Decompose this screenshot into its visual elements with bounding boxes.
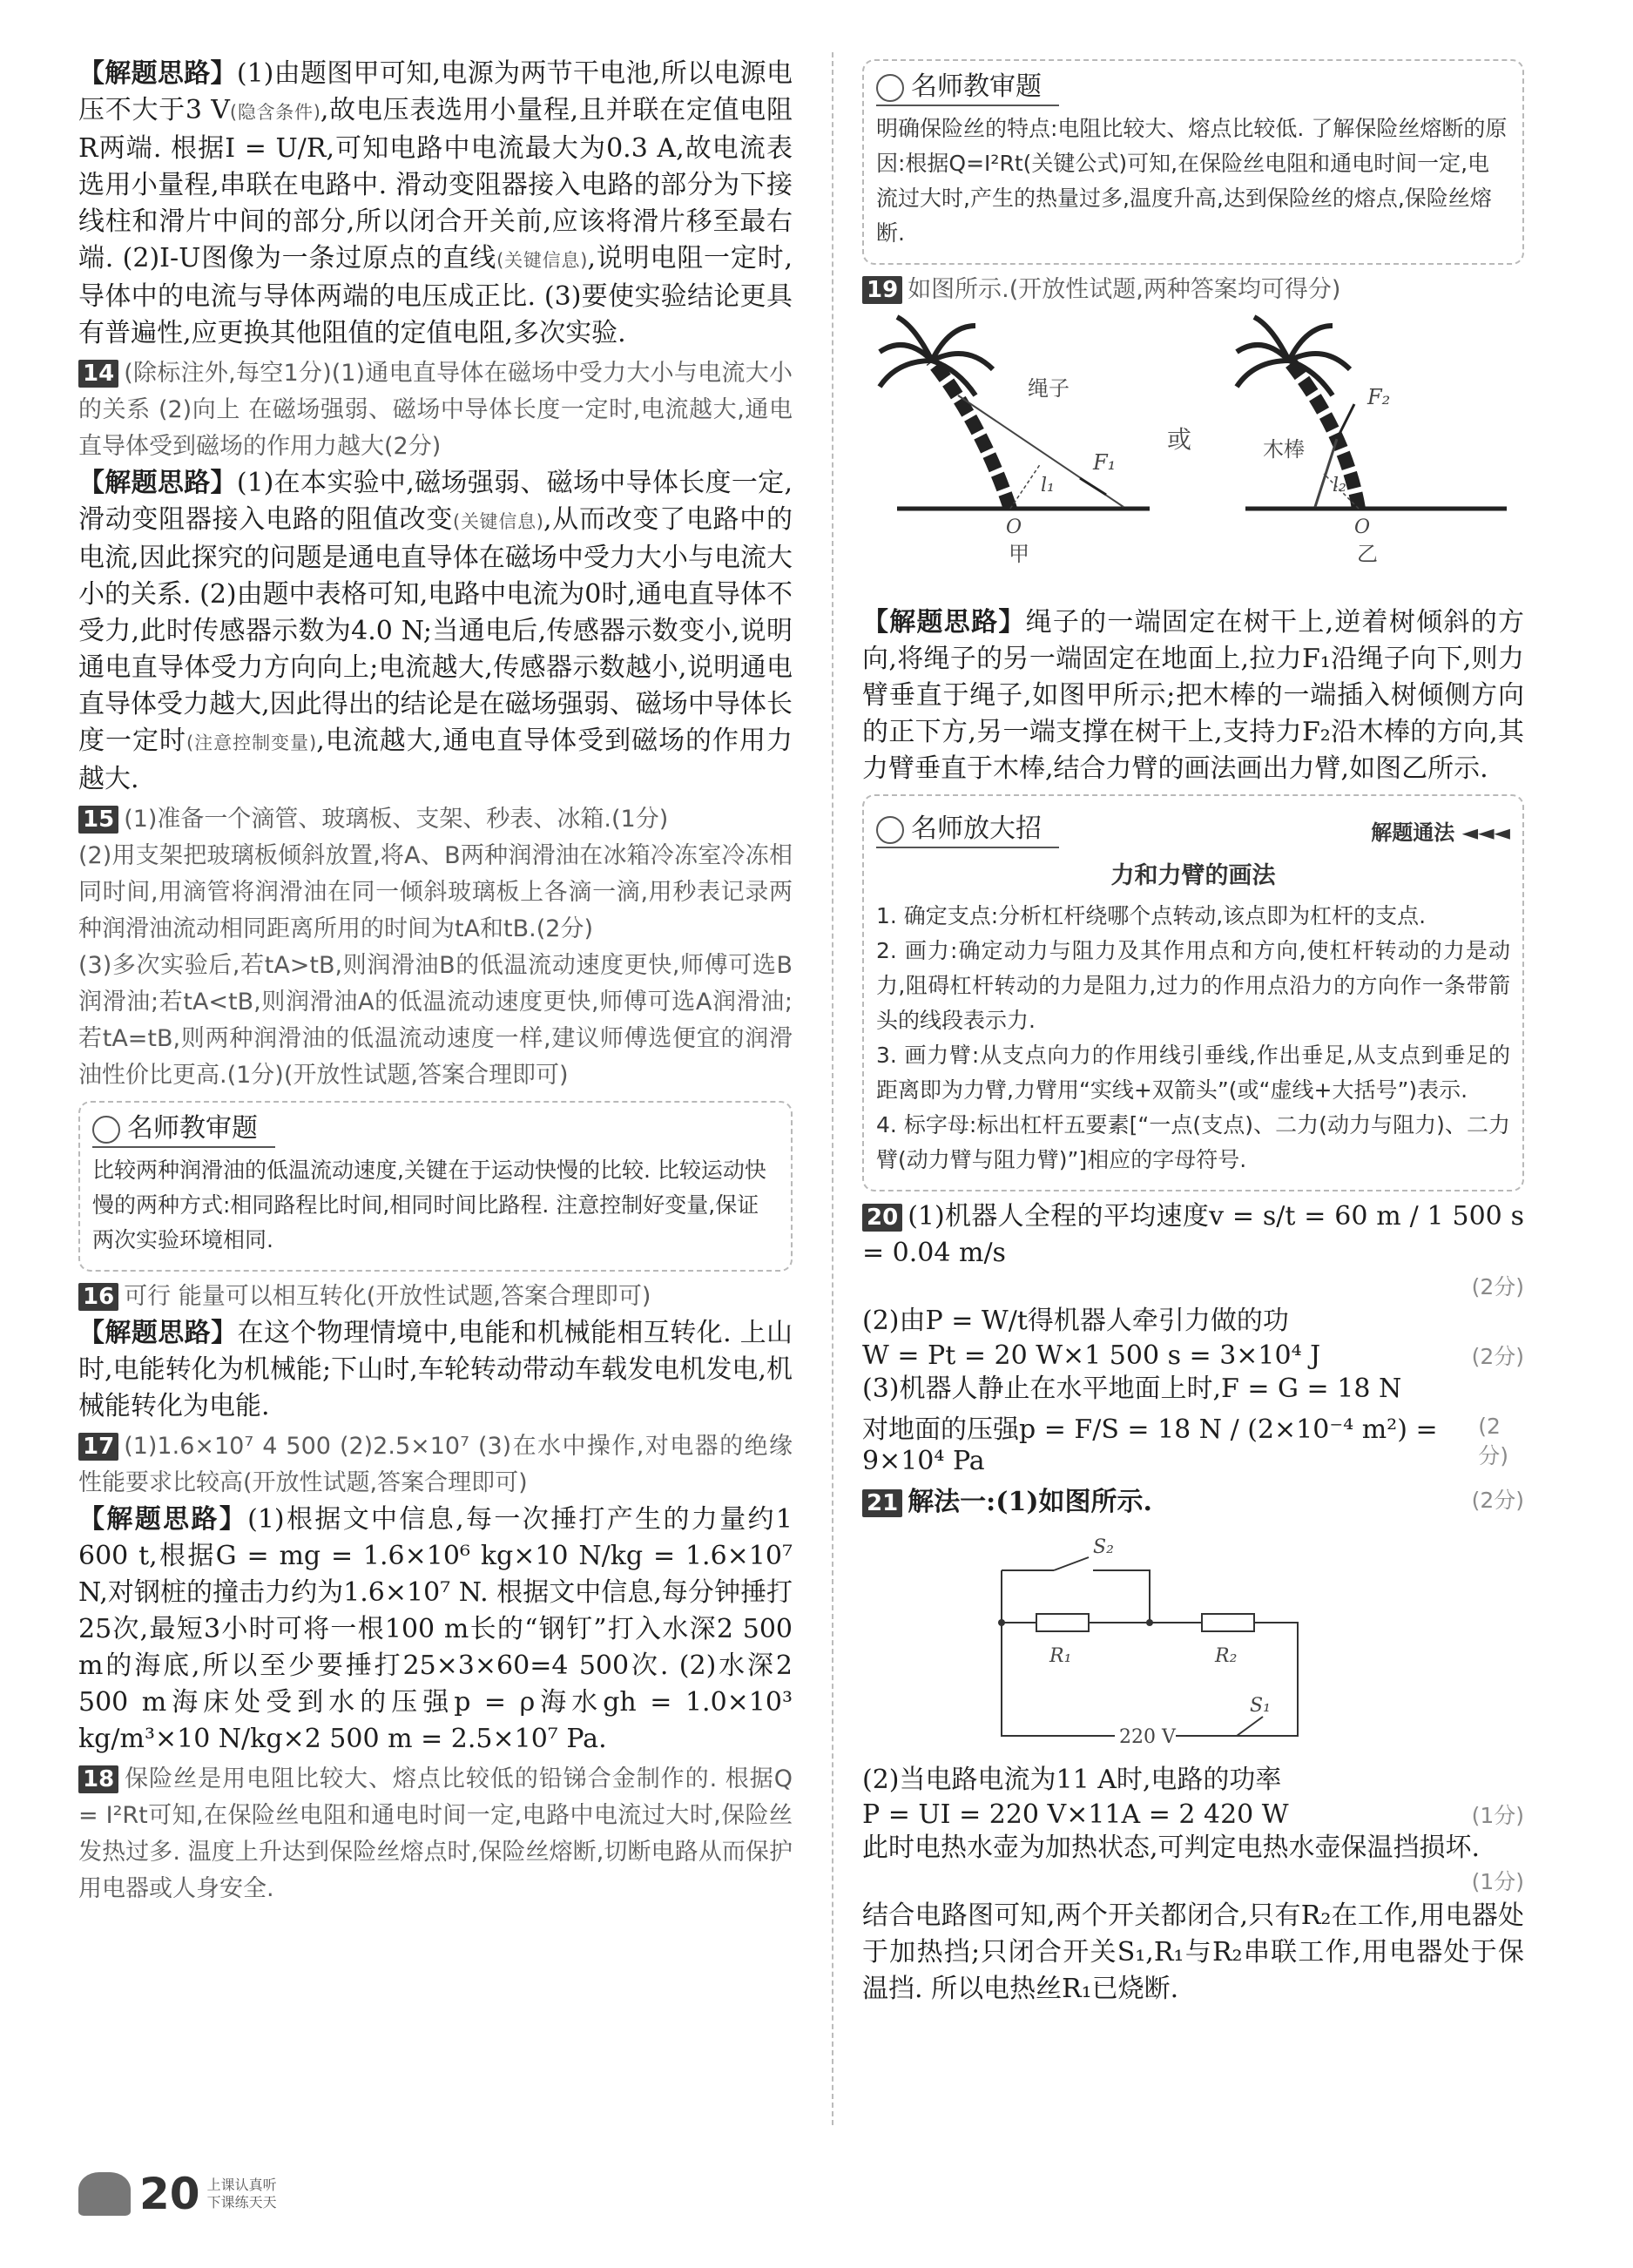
method-item: 2. 画力:确定动力与阻力及其作用点和方向,使杠杆转动的力是动力,阻碍杠杆转动的力是阻力,过力的作用点沿力的方向作一条带箭头的线段表示力. bbox=[876, 938, 1510, 1033]
teacher-icon bbox=[876, 816, 904, 844]
label-r2: R₂ bbox=[1215, 1645, 1238, 1667]
question-number: 21 bbox=[862, 1489, 902, 1517]
junction-node bbox=[1146, 1619, 1153, 1626]
force-arrow-f1 bbox=[1080, 478, 1106, 495]
palm-leaves-a bbox=[880, 317, 993, 395]
question-18: 18 保险丝是用电阻比较大、熔点比较低的铅锑合金制作的. 根据Q = I²Rt可知,在保险丝电阻和通电时间一定,电路中电流过大时,保险丝发热过多. 温度上升达到保险丝熔点时,保险丝熔断,切断电路从而保护用电器或人身安全. bbox=[78, 1765, 793, 1902]
question-number: 16 bbox=[78, 1283, 118, 1311]
label-l2: l₂ bbox=[1333, 475, 1346, 496]
question-number: 19 bbox=[862, 276, 902, 304]
question-20: 20 (1)机器人全程的平均速度v = s/t = 60 m / 1 500 s = 0.04 m/s (2分) (2)由P = W/t得机器人牵引力做的功 W = Pt = 20 W×1 500 s = 3×10⁴ J (2分) (3)机器人静止在水平地面上时,F = G = 18 N 对地面的压强p = F/S = 18 N / (2×10⁻⁴ m²) = 9×10⁴ Pa (2分) bbox=[862, 1201, 1524, 1476]
teacher-icon bbox=[876, 74, 904, 102]
label-stick: 木棒 bbox=[1263, 437, 1305, 462]
method-heading: 力和力臂的画法 bbox=[1110, 862, 1276, 889]
method-item: 3. 画力臂:从支点向力的作用线引垂线,作出垂足,从支点到垂足的距离即为力臂,力臂用“实线+双箭头”(或“虚线+大括号”)表示. bbox=[876, 1043, 1510, 1103]
label-rope: 绳子 bbox=[1028, 376, 1070, 401]
force-arrow-f2 bbox=[1337, 404, 1354, 439]
circuit-figure bbox=[949, 1518, 1385, 1762]
footer-slogan: 上课认真听 下课练天天 bbox=[206, 2177, 277, 2211]
junction-node bbox=[998, 1619, 1005, 1626]
question-number: 14 bbox=[78, 360, 118, 388]
left-column bbox=[78, 52, 793, 1907]
label-voltage: 220 V bbox=[1119, 1726, 1176, 1748]
solution-tag: 【解题思路】 bbox=[78, 58, 237, 89]
label-r1: R₁ bbox=[1049, 1645, 1072, 1667]
page-footer bbox=[78, 2169, 277, 2219]
q13-solution: 【解题思路】(1)由题图甲可知,电源为两节干电池,所以电源电压不大于3 V(隐含条件),故电压表选用小量程,且并联在定值电阻R两端. 根据I = U/R,可知电路中电流最大为0.3 A,故电流表选用小量程,串联在电路中. 滑动变阻器接入电路的部分为下接线柱和滑片中间的部分,所以闭合开关前,应该将滑片移至最右端. (2)I-U图像为一条过原点的直线(关键信息),说明电阻一定时,导体中的电流与导体两端的电压成正比. (3)要使实验结论更具有普遍性,应更换其他阻值的定值电阻,多次实验. bbox=[78, 58, 793, 348]
question-number: 17 bbox=[78, 1433, 118, 1461]
label-l1: l₁ bbox=[1041, 475, 1055, 496]
caption-b: 乙 bbox=[1357, 542, 1378, 566]
question-15: 15 (1)准备一个滴管、玻璃板、支架、秒表、冰箱.(1分) (2)用支架把玻璃板倾斜放置,将A、B两种润滑油在冰箱冷冻室冷冻相同时间,用滴管将润滑油在同一倾斜玻璃板上各滴一滴,用秒表记录两种润滑油流动相同距离所用的时间为tA和tB.(2分) (3)多次实验后,若tA>tB,则润滑油B的低温流动速度更快,师傅可选B润滑油;若tA<tB,则润滑油A的低温流动速度更快,师傅可选A润滑油;若tA=tB,则两种润滑油的低温流动速度一样,建议师傅选便宜的润滑油性价比更高.(1分)(开放性试题,答案合理即可) bbox=[78, 806, 793, 1089]
question-19: 19 如图所示.(开放性试题,两种答案均可得分) 绳子 F₁ l₁ O 甲 或 木棒 F₂ l₂ O 乙 【解题思路】绳子的一端固定在树干上,逆着树倾斜的方向,将绳子的另一端固定在地面上,拉力F₁沿绳子向下,则力臂垂直于绳子,如图甲所示;把木棒的一端插入树倾侧方向的正下方,另一端支撑在树干上,支持力F₂沿木棒的方向,其力臂垂直于木棒,结合力臂的画法画出力臂,如图乙所示. bbox=[862, 276, 1525, 784]
method-item: 4. 标字母:标出杠杆五要素[“一点(支点)、二力(动力与阻力)、二力臂(动力臂与阻力臂)”]相应的字母符号. bbox=[876, 1112, 1510, 1172]
question-number: 18 bbox=[78, 1765, 118, 1793]
method-list bbox=[876, 899, 1510, 1178]
teacher-icon bbox=[92, 1116, 120, 1144]
right-column bbox=[862, 52, 1524, 2008]
question-number: 15 bbox=[78, 806, 118, 834]
label-or: 或 bbox=[1167, 425, 1192, 454]
column-divider bbox=[832, 52, 833, 2125]
label-s2: S₂ bbox=[1093, 1536, 1114, 1558]
teacher-tip-box-2: 名师教审题 明确保险丝的特点:电阻比较大、熔点比较低. 了解保险丝熔断的原因:根据Q=I²Rt(关键公式)可知,在保险丝电阻和通电时间一定,电流过大时,产生的热量过多,温度升高,达到保险丝的熔点,保险丝熔断. bbox=[862, 59, 1524, 265]
page-number: 20 bbox=[139, 2169, 200, 2219]
label-o-a: O bbox=[1006, 516, 1022, 538]
question-16: 16 可行 能量可以相互转化(开放性试题,答案合理即可) 【解题思路】在这个物理情境中,电能和机械能相互转化. 上山时,电能转化为机械能;下山时,车轮转动带动车载发电机发电,机械能转化为电能. bbox=[78, 1283, 793, 1421]
question-21: 21 解法一:(1)如图所示. (2分) S₂ R₁ R₂ S₁ 220 V (2)当电路电流为11 A时,电路的功率 P = UI = 220 V×11A = 2 420 W (1分) 此时电热水壶为加热状态,可判定电热水壶保温挡损坏. (1分) 结合电路图可知,两个开关都闭合,只有R₂在工作,用电器处于加热挡;只闭合开关S₁,R₁与R₂串联工作,用电器处于保温挡. 所以电热丝R₁已烧断. bbox=[862, 1487, 1524, 2004]
palm-tree-diagram bbox=[862, 308, 1524, 604]
question-number: 20 bbox=[862, 1204, 902, 1232]
mascot-icon bbox=[78, 2172, 131, 2216]
stick-line bbox=[1315, 439, 1337, 507]
question-14: 14 (除标注外,每空1分)(1)通电直导体在磁场中受力大小与电流大小的关系 (2)向上 在磁场强弱、磁场中导体长度一定时,电流越大,通电直导体受到磁场的作用力越大(2分) 【解题思路】(1)在本实验中,磁场强弱、磁场中导体长度一定,滑动变阻器接入电路的阻值改变(关键信息),从而改变了电路中的电流,因此探究的问题是通电直导体在磁场中受力大小与电流大小的关系. (2)由题中表格可知,电路中电流为0时,通电直导体不受力,此时传感器示数为4.0 N;当通电后,传感器示数变小,说明通电直导体受力方向向上;电流越大,传感器示数越小,说明通电直导体受力越大,因此得出的结论是在磁场强弱、磁场中导体长度一定时(注意控制变量),电流越大,通电直导体受到磁场的作用力越大. bbox=[78, 360, 793, 794]
lever-figure bbox=[862, 308, 1524, 604]
palm-leaves-b bbox=[1237, 317, 1350, 395]
method-item: 1. 确定支点:分析杠杆绕哪个点转动,该点即为杠杆的支点. bbox=[876, 903, 1427, 928]
question-17: 17 (1)1.6×10⁷ 4 500 (2)2.5×10⁷ (3)在水中操作,对电器的绝缘性能要求比较高(开放性试题,答案合理即可) 【解题思路】(1)根据文中信息,每一次捶打产生的力量约1 600 t,根据G = mg = 1.6×10⁶ kg×10 N/kg = 1.6×10⁷ N,对钢桩的撞击力约为1.6×10⁷ N. 根据文中信息,每分钟捶打25次,最短3小时可将一根100 m长的“钢钉”打入水深2 500 m的海底,所以至少要捶打25×3×60=4 500次. (2)水深2 500 m海床处受到水的压强p = ρ海水gh = 1.0×10³ kg/m³×10 N/kg×2 500 m = 2.5×10⁷ Pa. bbox=[78, 1433, 793, 1754]
caption-a: 甲 bbox=[1009, 542, 1029, 566]
method-badge: 解题通法 ◄◄◄ bbox=[1371, 820, 1510, 845]
trunk-a bbox=[932, 361, 1010, 509]
circuit-diagram bbox=[949, 1518, 1385, 1762]
label-f2: F₂ bbox=[1367, 385, 1391, 409]
label-s1: S₁ bbox=[1250, 1695, 1271, 1717]
lever-arm-l1 bbox=[1010, 463, 1041, 509]
expert-method-box: 名师放大招 解题通法 ◄◄◄ 力和力臂的画法 1. 确定支点:分析杠杆绕哪个点转动,该点即为杠杆的支点. 2. 画力:确定动力与阻力及其作用点和方向,使杠杆转动的力是动力,阻碍杠杆转动的力是阻力,过力的作用点沿力的方向作一条带箭头的线段表示力. 3. 画力臂:从支点向力的作用线引垂线,作出垂足,从支点到垂足的距离即为力臂,力臂用“实线+双箭头”(或“虚线+大括号”)表示. 4. 标字母:标出杠杆五要素[“一点(支点)、二力(动力与阻力)、二力臂(动力臂与阻力臂)”]相应的字母符号. bbox=[862, 794, 1524, 1191]
teacher-tip-box-1: 名师教审题 比较两种润滑油的低温流动速度,关键在于运动快慢的比较. 比较运动快慢的两种方式:相同路程比时间,相同时间比路程. 注意控制好变量,保证两次实验环境相同. bbox=[78, 1101, 793, 1272]
label-f1: F₁ bbox=[1093, 450, 1117, 475]
label-o-b: O bbox=[1354, 516, 1371, 538]
